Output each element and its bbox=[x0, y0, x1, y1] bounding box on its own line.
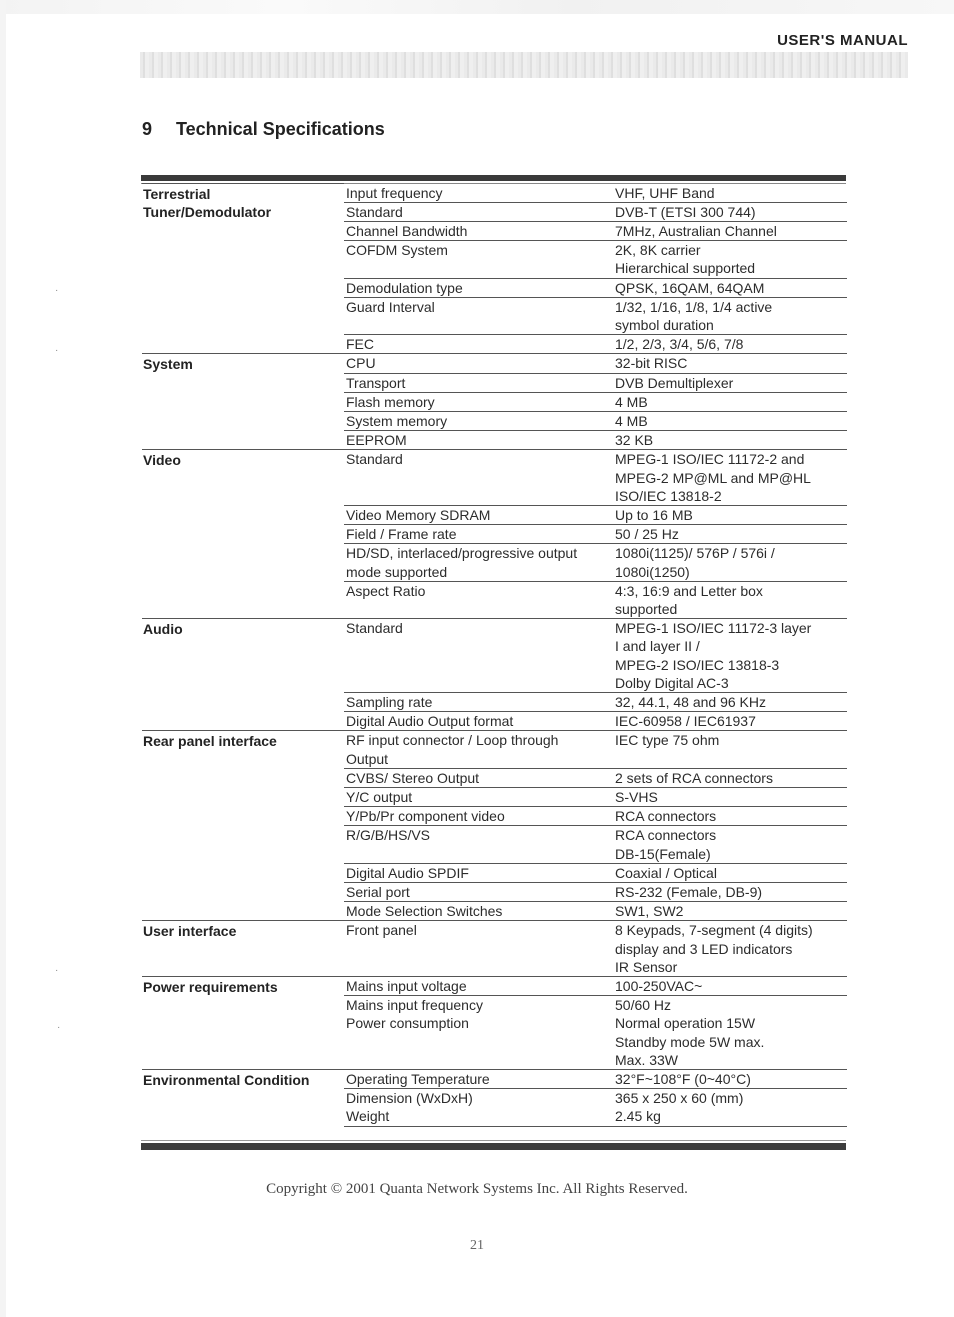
spec-item: FEC bbox=[344, 335, 615, 354]
margin-mark: · bbox=[57, 1022, 61, 1033]
spec-item: Standard bbox=[344, 202, 615, 221]
spec-item: Serial port bbox=[344, 883, 615, 902]
spec-item: HD/SD, interlaced/progressive output mode supported bbox=[344, 544, 615, 581]
scan-edge-top bbox=[0, 0, 954, 14]
spec-item: Channel Bandwidth bbox=[344, 221, 615, 240]
specifications-table bbox=[142, 183, 847, 1127]
spec-item: Dimension (WxDxH) Weight bbox=[344, 1089, 615, 1126]
spec-value: DVB Demultiplexer bbox=[615, 373, 847, 392]
spec-item: CVBS/ Stereo Output bbox=[344, 768, 615, 787]
spec-item: CPU bbox=[344, 354, 615, 373]
spec-value: IEC type 75 ohm bbox=[615, 731, 847, 768]
spec-item: Field / Frame rate bbox=[344, 525, 615, 544]
spec-item: Mode Selection Switches bbox=[344, 902, 615, 921]
spec-value: 50 / 25 Hz bbox=[615, 525, 847, 544]
spec-value: 32, 44.1, 48 and 96 KHz bbox=[615, 692, 847, 711]
spec-value: RS-232 (Female, DB-9) bbox=[615, 883, 847, 902]
spec-item: Standard bbox=[344, 450, 615, 506]
spec-value: MPEG-1 ISO/IEC 11172-2 and MPEG-2 MP@ML and MP@HL ISO/IEC 13818-2 bbox=[615, 450, 847, 506]
spec-category: Power requirements bbox=[142, 977, 344, 1070]
spec-item: EEPROM bbox=[344, 431, 615, 450]
spec-item: Y/Pb/Pr component video bbox=[344, 807, 615, 826]
spec-row bbox=[142, 354, 847, 373]
spec-value: 4 MB bbox=[615, 392, 847, 411]
spec-item: Front panel bbox=[344, 921, 615, 977]
spec-value: 100-250VAC~ bbox=[615, 977, 847, 996]
spec-row bbox=[142, 977, 847, 996]
table-bottom-rule bbox=[141, 1143, 846, 1150]
spec-value: SW1, SW2 bbox=[615, 902, 847, 921]
spec-item: Digital Audio SPDIF bbox=[344, 863, 615, 882]
spec-item: Aspect Ratio bbox=[344, 581, 615, 618]
spec-category: Video bbox=[142, 450, 344, 619]
spec-row bbox=[142, 450, 847, 506]
spec-value: MPEG-1 ISO/IEC 11172-3 layer I and layer II / MPEG-2 ISO/IEC 13818-3 Dolby Digital AC-3 bbox=[615, 619, 847, 693]
spec-value: 1/2, 2/3, 3/4, 5/6, 7/8 bbox=[615, 335, 847, 354]
spec-category: Environmental Condition bbox=[142, 1070, 344, 1127]
spec-item: Mains input voltage bbox=[344, 977, 615, 996]
spec-value: 365 x 250 x 60 (mm) 2.45 kg bbox=[615, 1089, 847, 1126]
spec-value: VHF, UHF Band bbox=[615, 184, 847, 203]
spec-item: Standard bbox=[344, 619, 615, 693]
spec-value: 2 sets of RCA connectors bbox=[615, 768, 847, 787]
spec-item: RF input connector / Loop through Output bbox=[344, 731, 615, 768]
spec-item: Y/C output bbox=[344, 788, 615, 807]
spec-item: Input frequency bbox=[344, 184, 615, 203]
spec-value: 1080i(1125)/ 576P / 576i / 1080i(1250) bbox=[615, 544, 847, 581]
scan-edge-left bbox=[0, 0, 6, 1317]
spec-value: Coaxial / Optical bbox=[615, 863, 847, 882]
spec-row bbox=[142, 184, 847, 203]
spec-value: RCA connectors DB-15(Female) bbox=[615, 826, 847, 863]
table-top-rule bbox=[141, 175, 846, 181]
spec-value: 32 KB bbox=[615, 431, 847, 450]
spec-value: QPSK, 16QAM, 64QAM bbox=[615, 278, 847, 297]
copyright-notice: Copyright © 2001 Quanta Network Systems Inc. All Rights Reserved. bbox=[266, 1181, 688, 1197]
spec-item: Operating Temperature bbox=[344, 1070, 615, 1089]
spec-item: Guard Interval bbox=[344, 297, 615, 334]
header-band bbox=[140, 52, 908, 78]
spec-row bbox=[142, 731, 847, 768]
spec-value: 1/32, 1/16, 1/8, 1/4 active symbol duration bbox=[615, 297, 847, 334]
spec-value: 32°F~108°F (0~40°C) bbox=[615, 1070, 847, 1089]
spec-row bbox=[142, 921, 847, 977]
spec-item: Transport bbox=[344, 373, 615, 392]
spec-value: 4 MB bbox=[615, 411, 847, 430]
spec-value: DVB-T (ETSI 300 744) bbox=[615, 202, 847, 221]
spec-value: 4:3, 16:9 and Letter box supported bbox=[615, 581, 847, 618]
margin-mark: · bbox=[55, 285, 59, 296]
spec-value: Up to 16 MB bbox=[615, 505, 847, 524]
margin-mark: · bbox=[55, 965, 59, 976]
spec-value: 2K, 8K carrier Hierarchical supported bbox=[615, 241, 847, 278]
spec-item: Digital Audio Output format bbox=[344, 712, 615, 731]
spec-category: Rear panel interface bbox=[142, 731, 344, 921]
spec-item: System memory bbox=[344, 411, 615, 430]
spec-row bbox=[142, 1070, 847, 1089]
spec-value: RCA connectors bbox=[615, 807, 847, 826]
spec-value: 7MHz, Australian Channel bbox=[615, 221, 847, 240]
spec-item: Mains input frequency Power consumption bbox=[344, 996, 615, 1070]
spec-table-body bbox=[142, 184, 847, 1127]
spec-value: IEC-60958 / IEC61937 bbox=[615, 712, 847, 731]
spec-item: Demodulation type bbox=[344, 278, 615, 297]
spec-value: 50/60 Hz Normal operation 15W Standby mode 5W max. Max. 33W bbox=[615, 996, 847, 1070]
spec-value: 32-bit RISC bbox=[615, 354, 847, 373]
section-number: 9 bbox=[142, 119, 153, 139]
spec-value: 8 Keypads, 7-segment (4 digits) display and 3 LED indicators IR Sensor bbox=[615, 921, 847, 977]
page-number: 21 bbox=[470, 1238, 484, 1253]
section-title: Technical Specifications bbox=[176, 119, 385, 139]
running-header: USER'S MANUAL bbox=[777, 32, 908, 49]
spec-category: Audio bbox=[142, 619, 344, 731]
spec-value: S-VHS bbox=[615, 788, 847, 807]
margin-mark: · bbox=[55, 345, 59, 356]
spec-item: Flash memory bbox=[344, 392, 615, 411]
spec-category: Terrestrial Tuner/Demodulator bbox=[142, 184, 344, 354]
spec-item: R/G/B/HS/VS bbox=[344, 826, 615, 863]
spec-item: Video Memory SDRAM bbox=[344, 505, 615, 524]
spec-row bbox=[142, 619, 847, 693]
section-heading bbox=[142, 119, 385, 140]
spec-item: COFDM System bbox=[344, 241, 615, 278]
spec-category: System bbox=[142, 354, 344, 450]
spec-category: User interface bbox=[142, 921, 344, 977]
spec-item: Sampling rate bbox=[344, 692, 615, 711]
